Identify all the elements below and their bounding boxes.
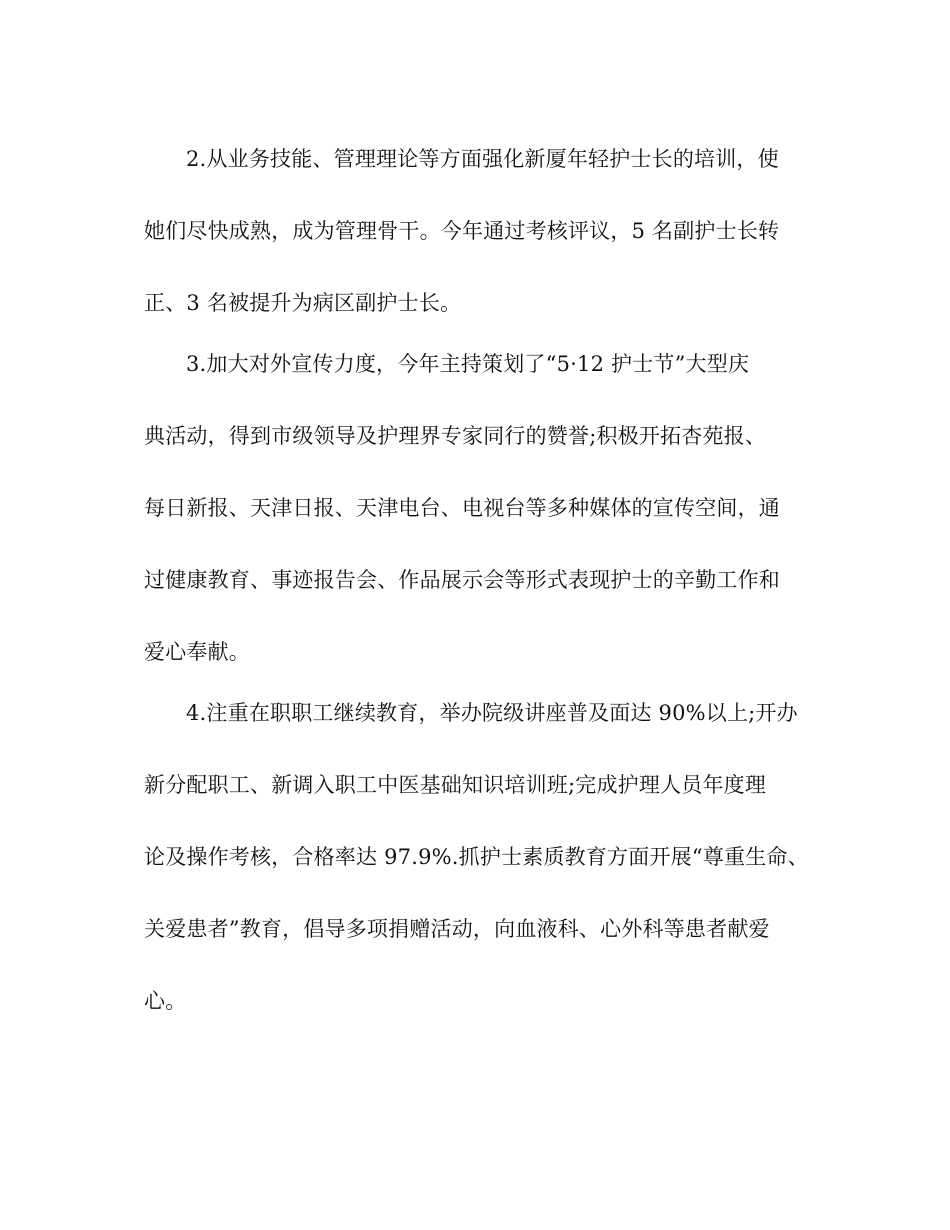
paragraph-3-line-5: 爱心奉献。 xyxy=(144,640,250,664)
paragraph-4-line-4: 关爱患者”教育，倡导多项捐赠活动，向血液科、心外科等患者献爱 xyxy=(144,917,770,941)
paragraph-3-line-4: 过健康教育、事迹报告会、作品展示会等形式表现护士的辛勤工作和 xyxy=(144,568,780,592)
paragraph-4-line-3: 论及操作考核，合格率达 97.9%.抓护士素质教育方面开展“尊重生命、 xyxy=(144,845,809,869)
paragraph-4-line-1: 4.注重在职职工继续教育，举办院级讲座普及面达 90%以上;开办 xyxy=(186,701,798,725)
paragraph-3-line-1: 3.加大对外宣传力度，今年主持策划了“5·12 护士节”大型庆 xyxy=(186,352,750,376)
paragraph-4-line-2: 新分配职工、新调入职工中医基础知识培训班;完成护理人员年度理 xyxy=(144,773,767,797)
paragraph-2-line-2: 她们尽快成熟，成为管理骨干。今年通过考核评议，5 名副护士长转 xyxy=(144,219,780,243)
paragraph-4-line-5: 心。 xyxy=(144,989,187,1013)
paragraph-3-line-2: 典活动，得到市级领导及护理界专家同行的赞誉;积极开拓杏苑报、 xyxy=(144,424,767,448)
paragraph-2-line-1: 2.从业务技能、管理理论等方面强化新厦年轻护士长的培训，使 xyxy=(186,147,779,171)
paragraph-3-line-3: 每日新报、天津日报、天津电台、电视台等多种媒体的宣传空间，通 xyxy=(144,496,780,520)
paragraph-2-line-3: 正、3 名被提升为病区副护士长。 xyxy=(144,291,462,315)
